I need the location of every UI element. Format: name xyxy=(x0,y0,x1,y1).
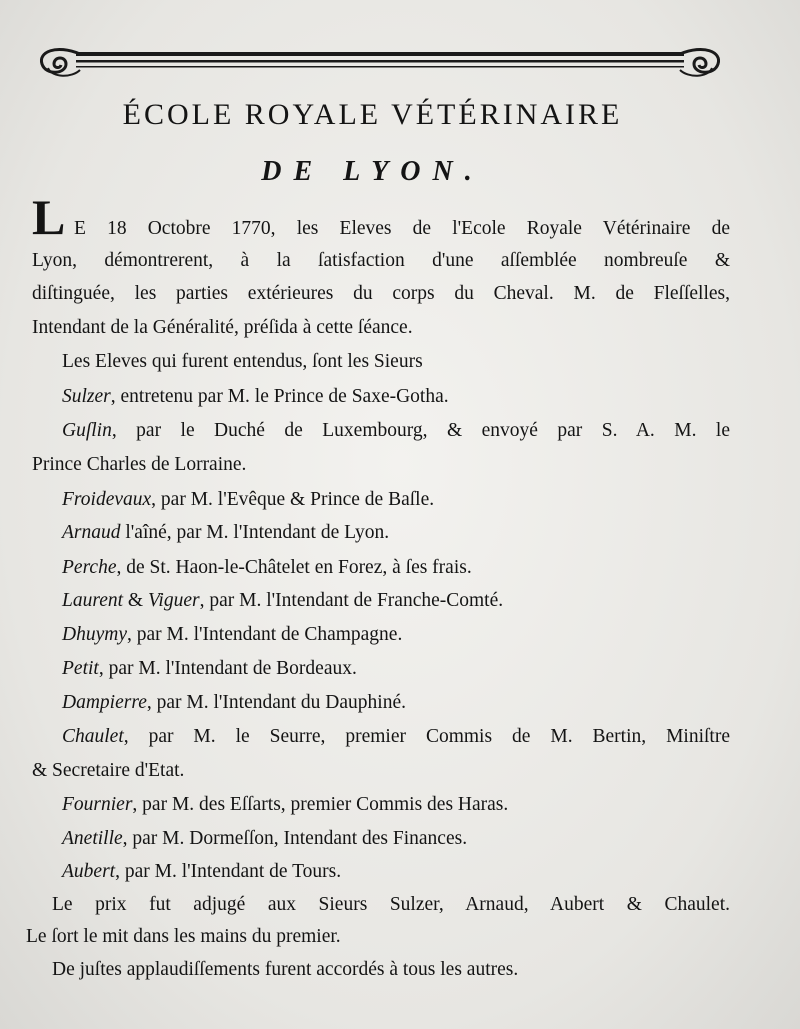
text-line xyxy=(62,588,503,614)
text-line: Prince Charles de Lorraine. xyxy=(32,454,247,475)
student-name: Froidevaux xyxy=(62,489,152,510)
line-text: , par M. l'Intendant de Bordeaux. xyxy=(98,658,357,679)
line-text: , par M. l'Intendant de Champagne. xyxy=(126,624,403,645)
line-text: , par le Duché de Luxembourg, & envoyé par S. A. M. le xyxy=(111,420,730,441)
student-name: Dampierre xyxy=(62,692,147,713)
student-name: Petit xyxy=(62,658,99,679)
line-text: , par M. des Eſſarts, premier Commis des Haras. xyxy=(132,794,509,815)
text-line xyxy=(62,555,472,581)
text-line: Le ſort le mit dans les mains du premier. xyxy=(26,926,341,947)
line-text: , de St. Haon-le-Châtelet en Forez, à ſes frais. xyxy=(116,557,472,578)
student-name: Chaulet xyxy=(62,726,124,747)
text-line xyxy=(62,622,402,648)
line-text: l'aîné, par M. l'Intendant de Lyon. xyxy=(120,522,390,543)
student-name: Perche xyxy=(62,557,117,578)
student-name: Arnaud xyxy=(62,522,121,543)
header-ornament xyxy=(36,38,724,82)
student-name: Sulzer xyxy=(62,386,111,407)
text-line xyxy=(62,826,467,852)
line-text: , par M. le Seurre, premier Commis de M. Bertin, Miniſtre xyxy=(123,726,730,747)
student-name: Viguer xyxy=(147,590,200,611)
line-text: , par M. Dormeſſon, Intendant des Finances. xyxy=(122,828,468,849)
text-line: E 18 Octobre 1770, les Eleves de l'Ecole Royale Vétérinaire de xyxy=(74,218,730,239)
line-text: & xyxy=(123,590,148,611)
text-line xyxy=(62,520,389,546)
student-name: Anetille xyxy=(62,828,123,849)
student-name: Aubert xyxy=(62,861,116,882)
student-name: Guſlin xyxy=(62,420,112,441)
drop-cap: L xyxy=(32,189,66,245)
text-line: De juſtes applaudiſſements furent accordés à tous les autres. xyxy=(52,959,519,980)
line-text: , par M. l'Intendant de Franche-Comté. xyxy=(199,590,504,611)
text-line xyxy=(62,724,730,750)
student-name: Fournier xyxy=(62,794,133,815)
text-line xyxy=(62,792,508,818)
text-line xyxy=(62,418,730,444)
text-line: Intendant de la Généralité, préſida à cette ſéance. xyxy=(32,317,413,338)
text-line: & Secretaire d'Etat. xyxy=(32,760,185,781)
text-line: diſtinguée, les parties extérieures du corps du Cheval. M. de Fleſſelles, xyxy=(32,283,730,304)
text-line: Le prix fut adjugé aux Sieurs Sulzer, Arnaud, Aubert & Chaulet. xyxy=(52,894,730,915)
text-line xyxy=(62,859,341,885)
line-text: , entretenu par M. le Prince de Saxe-Gotha. xyxy=(110,386,449,407)
line-text: , par M. l'Intendant de Tours. xyxy=(115,861,342,882)
student-name: Laurent xyxy=(62,590,124,611)
text-line xyxy=(62,487,434,513)
line-text: , par M. l'Evêque & Prince de Baſle. xyxy=(151,489,435,510)
student-name: Dhuymy xyxy=(62,624,127,645)
text-line: Lyon, démontrerent, à la ſatisfaction d'une aſſemblée nombreuſe & xyxy=(32,250,730,271)
text-line xyxy=(62,690,406,716)
page-subtitle: DE LYON. xyxy=(261,156,484,187)
line-text: , par M. l'Intendant du Dauphiné. xyxy=(146,692,406,713)
text-line xyxy=(62,384,449,410)
page-title: ÉCOLE ROYALE VÉTÉRINAIRE xyxy=(122,98,623,131)
text-line: Les Eleves qui furent entendus, ſont les Sieurs xyxy=(62,351,423,372)
text-line xyxy=(62,656,357,682)
